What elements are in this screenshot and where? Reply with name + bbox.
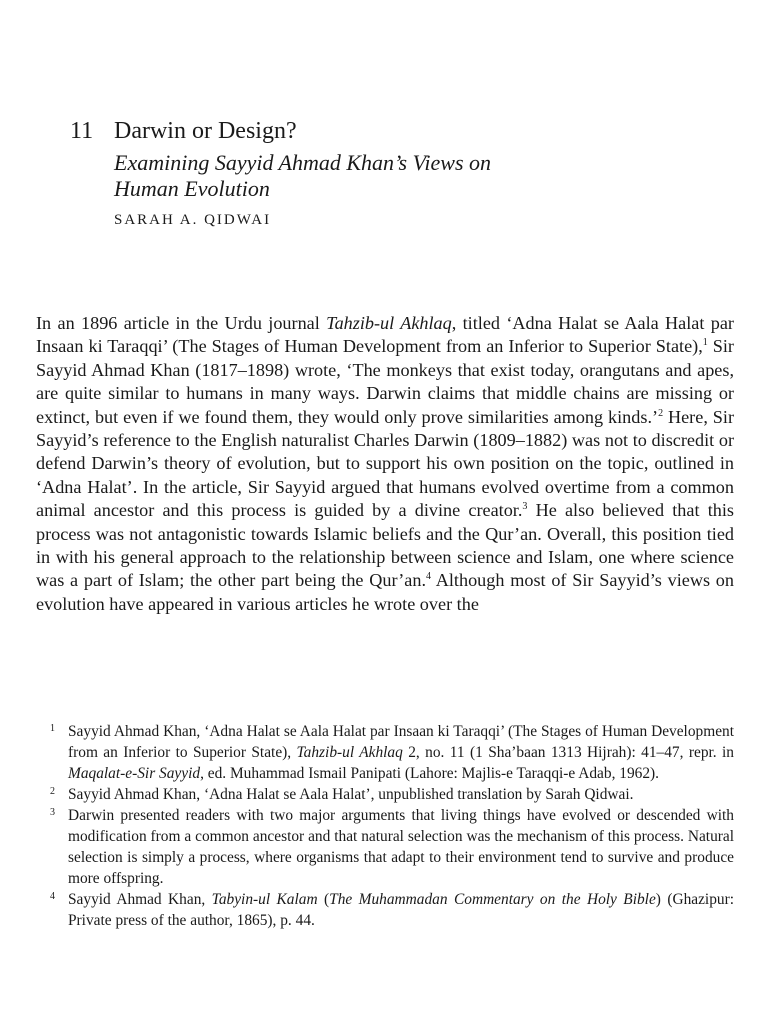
subtitle-line-1: Examining Sayyid Ahmad Khan’s Views on — [114, 150, 492, 175]
chapter-number: 11 — [70, 118, 94, 144]
text-run: He also believed that this process was not antagonistic towards Islamic beliefs and the Qur’an. Overall, this position tied in with his general approach to the relationship between science and Islam, one where science was a part of Islam; the other part being the Qur’an. — [36, 500, 734, 591]
book-title: The Muhammadan Commentary on the Holy Bible — [329, 891, 656, 908]
text-run: Here, Sir Sayyid’s reference to the English naturalist Charles Darwin (1809–1882) was not to discredit or defend Darwin’s theory of evolution, but to support his own position on the topic, outlined in ‘Adna Halat’. In the article, Sir Sayyid argued that humans evolved overtime from a common animal ancestor and this process is guided by a divine creator. — [36, 406, 735, 521]
text-run: ) (Ghazipur: Private press of the author, 1865), p. 44. — [68, 891, 734, 929]
text-run: , ed. Muhammad Ismail Panipati (Lahore: Majlis-e Taraqqi-e Adab, 1962). — [200, 765, 660, 782]
footnote-text: Sayyid Ahmad Khan, ‘Adna Halat se Aala Halat’, unpublished translation by Sarah Qidwai. — [68, 786, 634, 803]
subtitle-line-2: Human Evolution — [114, 176, 270, 201]
chapter-subtitle — [114, 150, 710, 202]
footnote-text — [68, 721, 734, 784]
text-run: Sayyid Ahmad Khan, ‘Adna Halat se Aala Halat par Insaan ki Taraqqi’ (The Stages of Human Development from an Inferior to Superior State), — [68, 723, 734, 761]
chapter-heading — [70, 116, 710, 229]
journal-title: Tahzib-ul Akhlaq — [326, 313, 452, 333]
journal-title: Tahzib-ul Akhlaq — [296, 744, 403, 761]
chapter-title-line — [70, 116, 710, 146]
text-run: 2, no. 11 (1 Sha’baan 1313 Hijrah): 41–47, repr. in — [402, 744, 735, 761]
footnote-number: 3 — [50, 807, 55, 818]
footnote-text — [68, 889, 734, 931]
footnote-ref-4[interactable]: 4 — [426, 571, 431, 583]
footnotes — [36, 721, 734, 931]
footnote-4 — [36, 889, 734, 931]
footnote-2 — [36, 784, 734, 805]
chapter-title: Darwin or Design? — [114, 118, 297, 144]
footnote-number: 4 — [50, 891, 55, 902]
text-run: Sir Sayyid Ahmad Khan (1817–1898) wrote, ‘The monkeys that exist today, orangutans and apes, are quite similar to humans in many ways. Darwin claims that middle chains are missing or extinct, but even if we found them, they would only prove similarities among kinds.’ — [36, 336, 734, 427]
footnote-ref-1[interactable]: 1 — [702, 337, 708, 349]
footnote-number: 1 — [50, 723, 55, 734]
text-run: Although most of Sir Sayyid’s views on evolution have appeared in various articles he wrote over the — [36, 570, 734, 614]
text-run: In an 1896 article in the Urdu journal — [36, 313, 327, 333]
footnote-text: Darwin presented readers with two major arguments that living things have evolved or descended with modification from a common ancestor and that natural selection was the mechanism of this process. Natural selection is simply a process, where organisms that adapt to their environment tend to survive and produce more offspring. — [68, 807, 734, 887]
footnote-ref-3[interactable]: 3 — [522, 501, 528, 513]
footnote-3 — [36, 805, 734, 889]
footnote-number: 2 — [50, 786, 55, 797]
footnote-ref-2[interactable]: 2 — [658, 407, 664, 419]
chapter-author: SARAH A. QIDWAI — [114, 212, 272, 228]
book-title: Maqalat-e-Sir Sayyid — [68, 765, 201, 782]
body-paragraph — [36, 312, 734, 616]
book-title: Tabyin-ul Kalam — [211, 891, 318, 908]
text-run: , titled ‘Adna Halat se Aala Halat par Insaan ki Taraqqi’ (The Stages of Human Development from an Inferior to Superior State), — [36, 313, 734, 357]
footnote-1 — [36, 721, 734, 784]
text-run: Sayyid Ahmad Khan, — [68, 891, 212, 908]
text-run: ( — [317, 891, 330, 908]
body-text — [36, 312, 734, 616]
